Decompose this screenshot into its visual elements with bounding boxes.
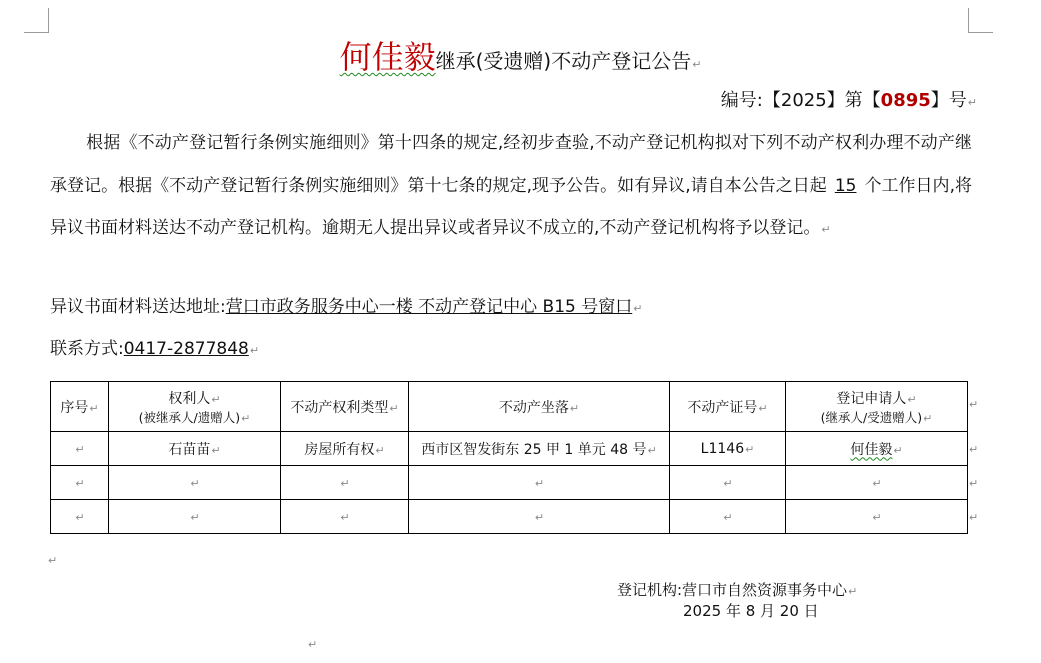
cell-cert: ↵ xyxy=(670,500,786,534)
contact-label: 联系方式: xyxy=(50,339,124,359)
header-cert: 不动产证号↵ xyxy=(670,382,786,432)
paragraph-mark: ↵ xyxy=(48,554,58,567)
paragraph-mark: ↵ xyxy=(249,344,260,357)
header-right-type: 不动产权利类型↵ xyxy=(281,382,409,432)
row-end-mark: ↵ xyxy=(969,477,979,490)
cell-holder: 石苗苗↵ xyxy=(109,432,281,466)
header-seq: 序号↵ xyxy=(51,382,109,432)
paragraph-mark: ↵ xyxy=(967,96,977,109)
title-name: 何佳毅 xyxy=(339,38,436,76)
cell-holder: ↵ xyxy=(109,500,281,534)
notice-body xyxy=(50,122,972,252)
registration-authority: 登记机构:营口市自然资源事务中心↵ xyxy=(617,581,858,599)
cell-cert: ↵ xyxy=(670,466,786,500)
paragraph-mark: ↵ xyxy=(692,58,702,71)
cell-cert: L1146↵ xyxy=(670,432,786,466)
registration-table xyxy=(50,381,968,534)
cell-right-type: ↵ xyxy=(281,466,409,500)
cell-right-type: 房屋所有权↵ xyxy=(281,432,409,466)
table-row xyxy=(51,466,968,500)
cell-applicant: ↵ xyxy=(786,500,968,534)
table-header-row xyxy=(51,382,968,432)
cell-right-type: ↵ xyxy=(281,500,409,534)
address-label: 异议书面材料送达地址: xyxy=(50,297,226,317)
paragraph-mark: ↵ xyxy=(821,223,831,236)
notice-date: 2025 年 8 月 20 日 xyxy=(683,602,819,620)
cell-applicant: 何佳毅↵ xyxy=(786,432,968,466)
cell-seq: ↵ xyxy=(51,466,109,500)
row-end-mark: ↵ xyxy=(969,398,979,411)
number-prefix: 编号:【2025】第【 xyxy=(720,90,881,111)
objection-days: 15 xyxy=(834,175,857,196)
crop-mark-top-right xyxy=(968,8,993,33)
header-holder: 权利人↵ (被继承人/遗赠人)↵ xyxy=(109,382,281,432)
cell-seq: ↵ xyxy=(51,432,109,466)
contact-value: 0417-2877848 xyxy=(123,339,249,359)
title-rest: 继承(受遗赠)不动产登记公告 xyxy=(435,49,692,73)
cell-location: ↵ xyxy=(409,500,670,534)
header-location: 不动产坐落↵ xyxy=(409,382,670,432)
cell-applicant: ↵ xyxy=(786,466,968,500)
crop-mark-top-left xyxy=(24,8,49,33)
number-suffix: 】号 xyxy=(930,90,967,111)
notice-number xyxy=(721,86,977,112)
cell-holder: ↵ xyxy=(109,466,281,500)
table-row xyxy=(51,500,968,534)
contact-info xyxy=(50,334,259,359)
table-row xyxy=(51,432,968,466)
address-value: 营口市政务服务中心一楼 不动产登记中心 B15 号窗口 xyxy=(225,297,633,317)
row-end-mark: ↵ xyxy=(969,443,979,456)
cell-location: ↵ xyxy=(409,466,670,500)
row-end-mark: ↵ xyxy=(969,511,979,524)
notice-title xyxy=(0,32,1041,78)
body-part1: 根据《不动产登记暂行条例实施细则》第十四条的规定,经初步查验,不动产登记机构拟对下列不动产权利办理不动产继承登记。根据《不动产登记暂行条例实施细则》第十七条的规定,现予公告。如有异议,请自本公告之日起 xyxy=(50,133,972,196)
number-value: 0895 xyxy=(880,90,931,111)
cell-location: 西市区智发街东 25 甲 1 单元 48 号↵ xyxy=(409,432,670,466)
header-applicant: 登记申请人↵ (继承人/受遗赠人)↵ xyxy=(786,382,968,432)
paragraph-mark: ↵ xyxy=(633,302,643,315)
paragraph-mark: ↵ xyxy=(308,638,318,651)
objection-address xyxy=(50,292,642,317)
cell-seq: ↵ xyxy=(51,500,109,534)
body-part2: 个工作日内,将异议书面材料送达不动产登记机构。逾期无人提出异议或者异议不成立的,不动产登记机构将予以登记。 xyxy=(50,175,973,238)
